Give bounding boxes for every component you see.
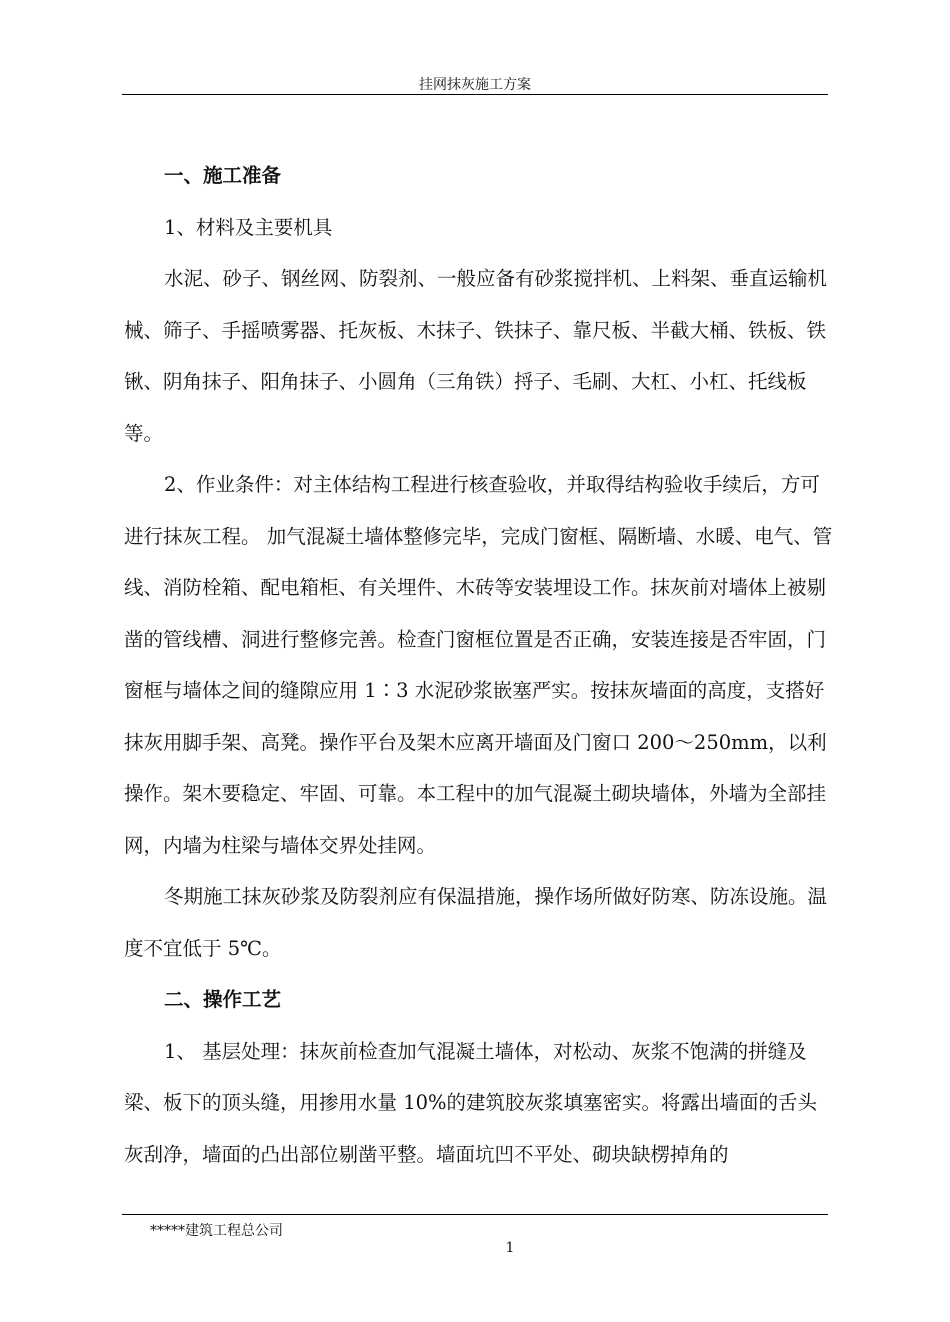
document-body: [124, 150, 836, 1180]
paragraph-winter-construction: 冬期施工抹灰砂浆及防裂剂应有保温措施，操作场所做好防寒、防冻设施。温度不宜低于 5℃。: [124, 885, 828, 960]
section-heading-process: 二、操作工艺: [164, 988, 282, 1011]
footer-company: *****建筑工程总公司: [150, 1223, 283, 1239]
header-divider: [122, 94, 828, 95]
section-heading-preparation: 一、施工准备: [164, 164, 282, 187]
item-title-materials: 1、材料及主要机具: [164, 215, 333, 239]
paragraph-base-treatment: 1、 基层处理：抹灰前检查加气混凝土墙体，对松动、灰浆不饱满的拼缝及梁、板下的顶头缝，用掺用水量 10%的建筑胶灰浆填塞密实。将露出墙面的舌头灰刮净，墙面的凸出部位剔凿平整。墙面坑凹不平处、砌块缺楞掉角的: [124, 1039, 818, 1166]
paragraph-work-conditions: 2、作业条件：对主体结构工程进行核查验收，并取得结构验收手续后，方可进行抹灰工程。 加气混凝土墙体整修完毕，完成门窗框、隔断墙、水暖、电气、管线、消防栓箱、配电箱柜、有关埋件、木砖等安装埋设工作。抹灰前对墙体上被剔凿的管线槽、洞进行整修完善。检查门窗框位置是否正确，安装连接是否牢固，门窗框与墙体之间的缝隙应用 1∶3 水泥砂浆嵌塞严实。按抹灰墙面的高度，支搭好抹灰用脚手架、高凳。操作平台及架木应离开墙面及门窗口 200～250mm，以利操作。架木要稳定、牢固、可靠。本工程中的加气混凝土砌块墙体，外墙为全部挂网，内墙为柱梁与墙体交界处挂网。: [124, 473, 833, 857]
paragraph-materials: 水泥、砂子、钢丝网、防裂剂、一般应备有砂浆搅拌机、上料架、垂直运输机械、筛子、手摇喷雾器、托灰板、木抹子、铁抹子、靠尺板、半截大桶、铁板、铁锹、阴角抹子、阳角抹子、小圆角（三角铁）捋子、毛刷、大杠、小杠、托线板等。: [124, 267, 828, 445]
footer-divider: [122, 1214, 828, 1215]
page-number: 1: [505, 1240, 515, 1256]
header-title: 挂网抹灰施工方案: [419, 77, 531, 93]
